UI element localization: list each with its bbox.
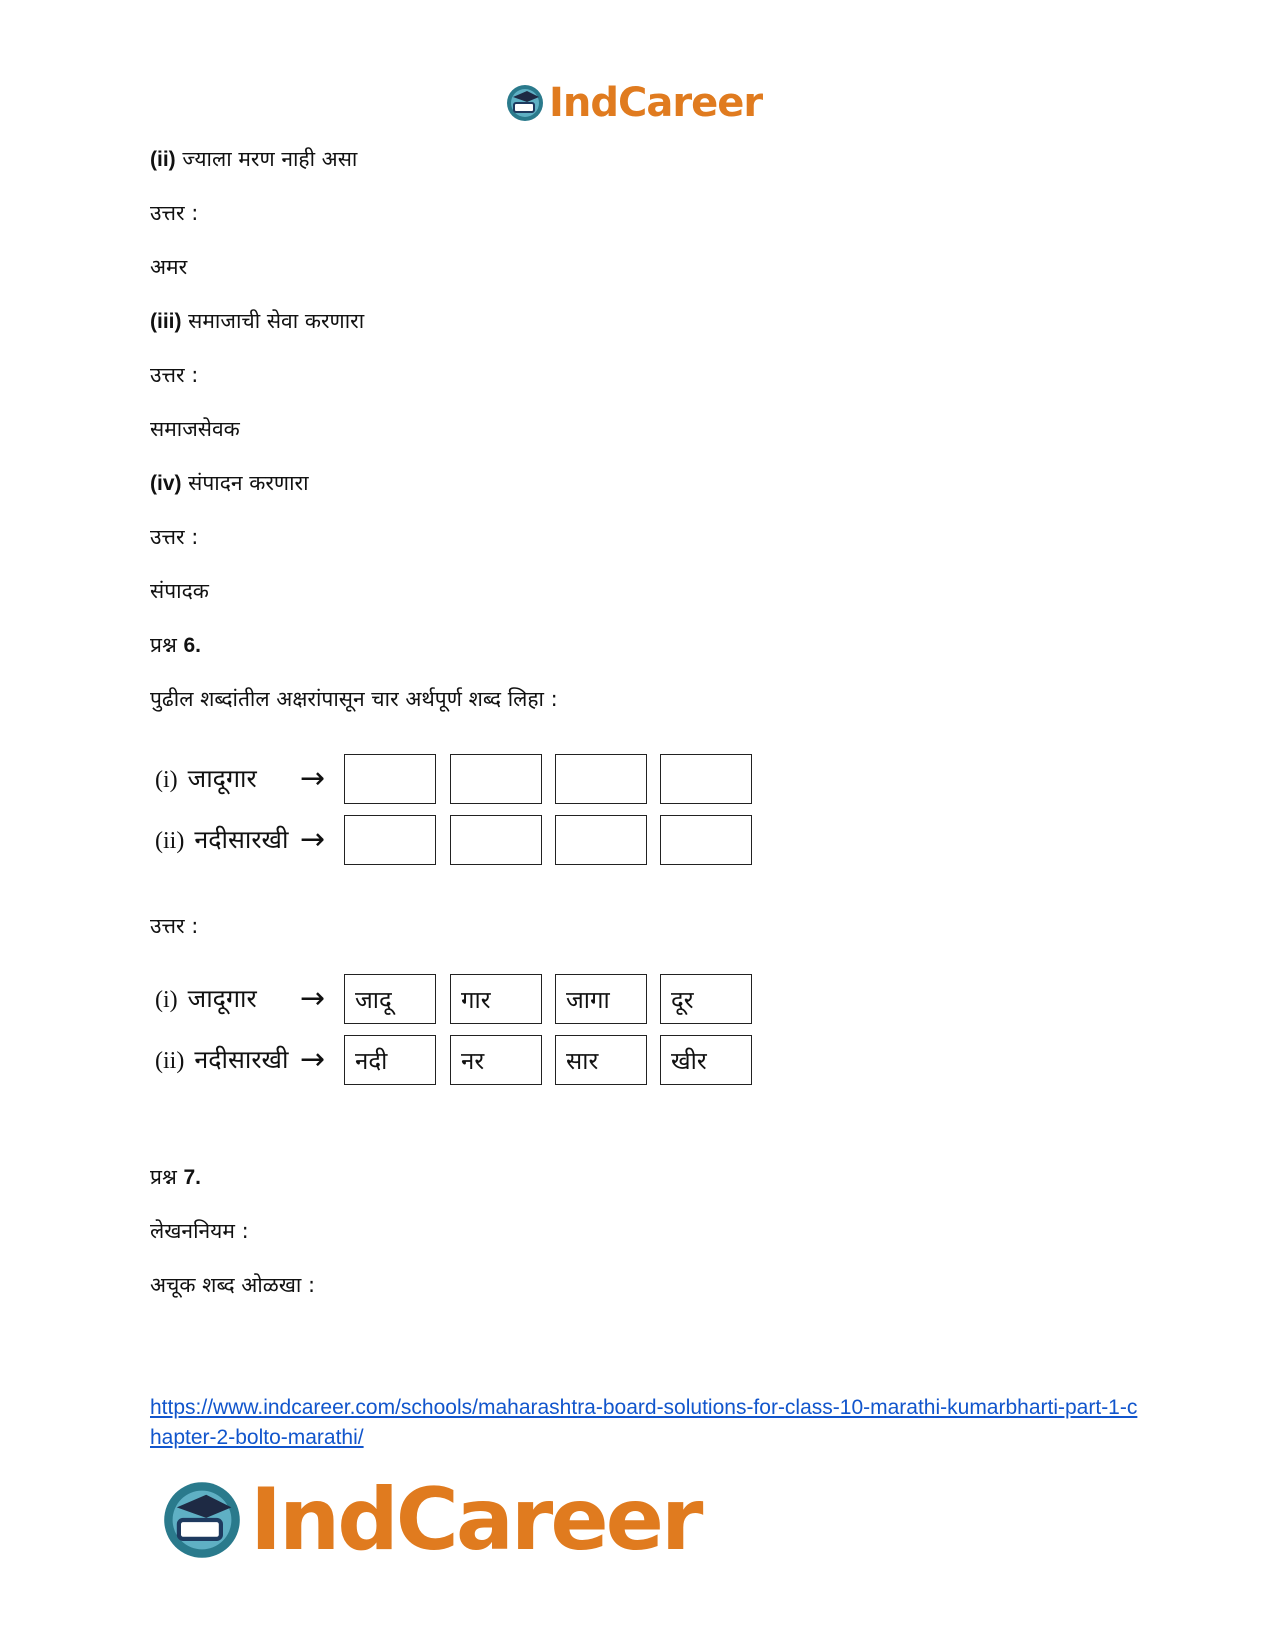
- question-6-instruction: पुढील शब्दांतील अक्षरांपासून चार अर्थपूर्ण शब्द लिहा :: [150, 687, 558, 711]
- header-logo-text: IndCareer: [549, 80, 763, 126]
- graduation-book-icon: [160, 1478, 244, 1562]
- empty-box: [660, 815, 752, 865]
- answer-box: सार: [555, 1035, 647, 1085]
- answer-label: उत्तर :: [150, 525, 199, 549]
- empty-box: [555, 815, 647, 865]
- header-logo: [505, 80, 762, 126]
- question-7-heading: प्रश्न 7.: [150, 1165, 201, 1189]
- item-ii-question: (ii) ज्याला मरण नाही असा: [150, 147, 358, 171]
- identify-word-instruction: अचूक शब्द ओळखा :: [150, 1273, 316, 1297]
- source-link[interactable]: https://www.indcareer.com/schools/maharashtra-board-solutions-for-class-10-marathi-kumarbharti-part-1-chapter-2-bolto-marathi/: [150, 1396, 1138, 1449]
- empty-box: [450, 754, 542, 804]
- item-iii-question: (iii) समाजाची सेवा करणारा: [150, 309, 365, 333]
- empty-box: [555, 754, 647, 804]
- answer-box: दूर: [660, 974, 752, 1024]
- row-word: जादूगार: [187, 984, 257, 1013]
- footer-logo-text: IndCareer: [250, 1470, 701, 1570]
- footer-logo: [160, 1470, 701, 1570]
- empty-box: [344, 815, 436, 865]
- right-arrow-icon: →: [300, 1042, 326, 1077]
- empty-box: [450, 815, 542, 865]
- answer-label: उत्तर :: [150, 363, 199, 387]
- rules-heading: लेखननियम :: [150, 1219, 249, 1243]
- row-word: नदीसारखी: [194, 1045, 289, 1074]
- right-arrow-icon: →: [300, 761, 326, 796]
- answer-box: गार: [450, 974, 542, 1024]
- answer-box: खीर: [660, 1035, 752, 1085]
- answer-text: अमर: [150, 255, 188, 279]
- empty-box: [660, 754, 752, 804]
- answer-box: नदी: [344, 1035, 436, 1085]
- row-number: (ii): [155, 1048, 185, 1074]
- row-number: (ii): [155, 828, 185, 854]
- right-arrow-icon: →: [300, 981, 326, 1016]
- answer-text: समाजसेवक: [150, 417, 240, 441]
- row-word: नदीसारखी: [194, 825, 289, 854]
- answer-label: उत्तर :: [150, 201, 199, 225]
- row-number: (i): [155, 987, 178, 1013]
- row-word: जादूगार: [187, 764, 257, 793]
- answer-box: नर: [450, 1035, 542, 1085]
- right-arrow-icon: →: [300, 822, 326, 857]
- row-number: (i): [155, 767, 178, 793]
- answer-text: संपादक: [150, 579, 209, 603]
- answer-box: जागा: [555, 974, 647, 1024]
- graduation-book-icon: [505, 83, 545, 123]
- answer-box: जादू: [344, 974, 436, 1024]
- empty-box: [344, 754, 436, 804]
- item-iv-question: (iv) संपादन करणारा: [150, 471, 309, 495]
- question-6-heading: प्रश्न 6.: [150, 633, 201, 657]
- answer-label: उत्तर :: [150, 914, 199, 938]
